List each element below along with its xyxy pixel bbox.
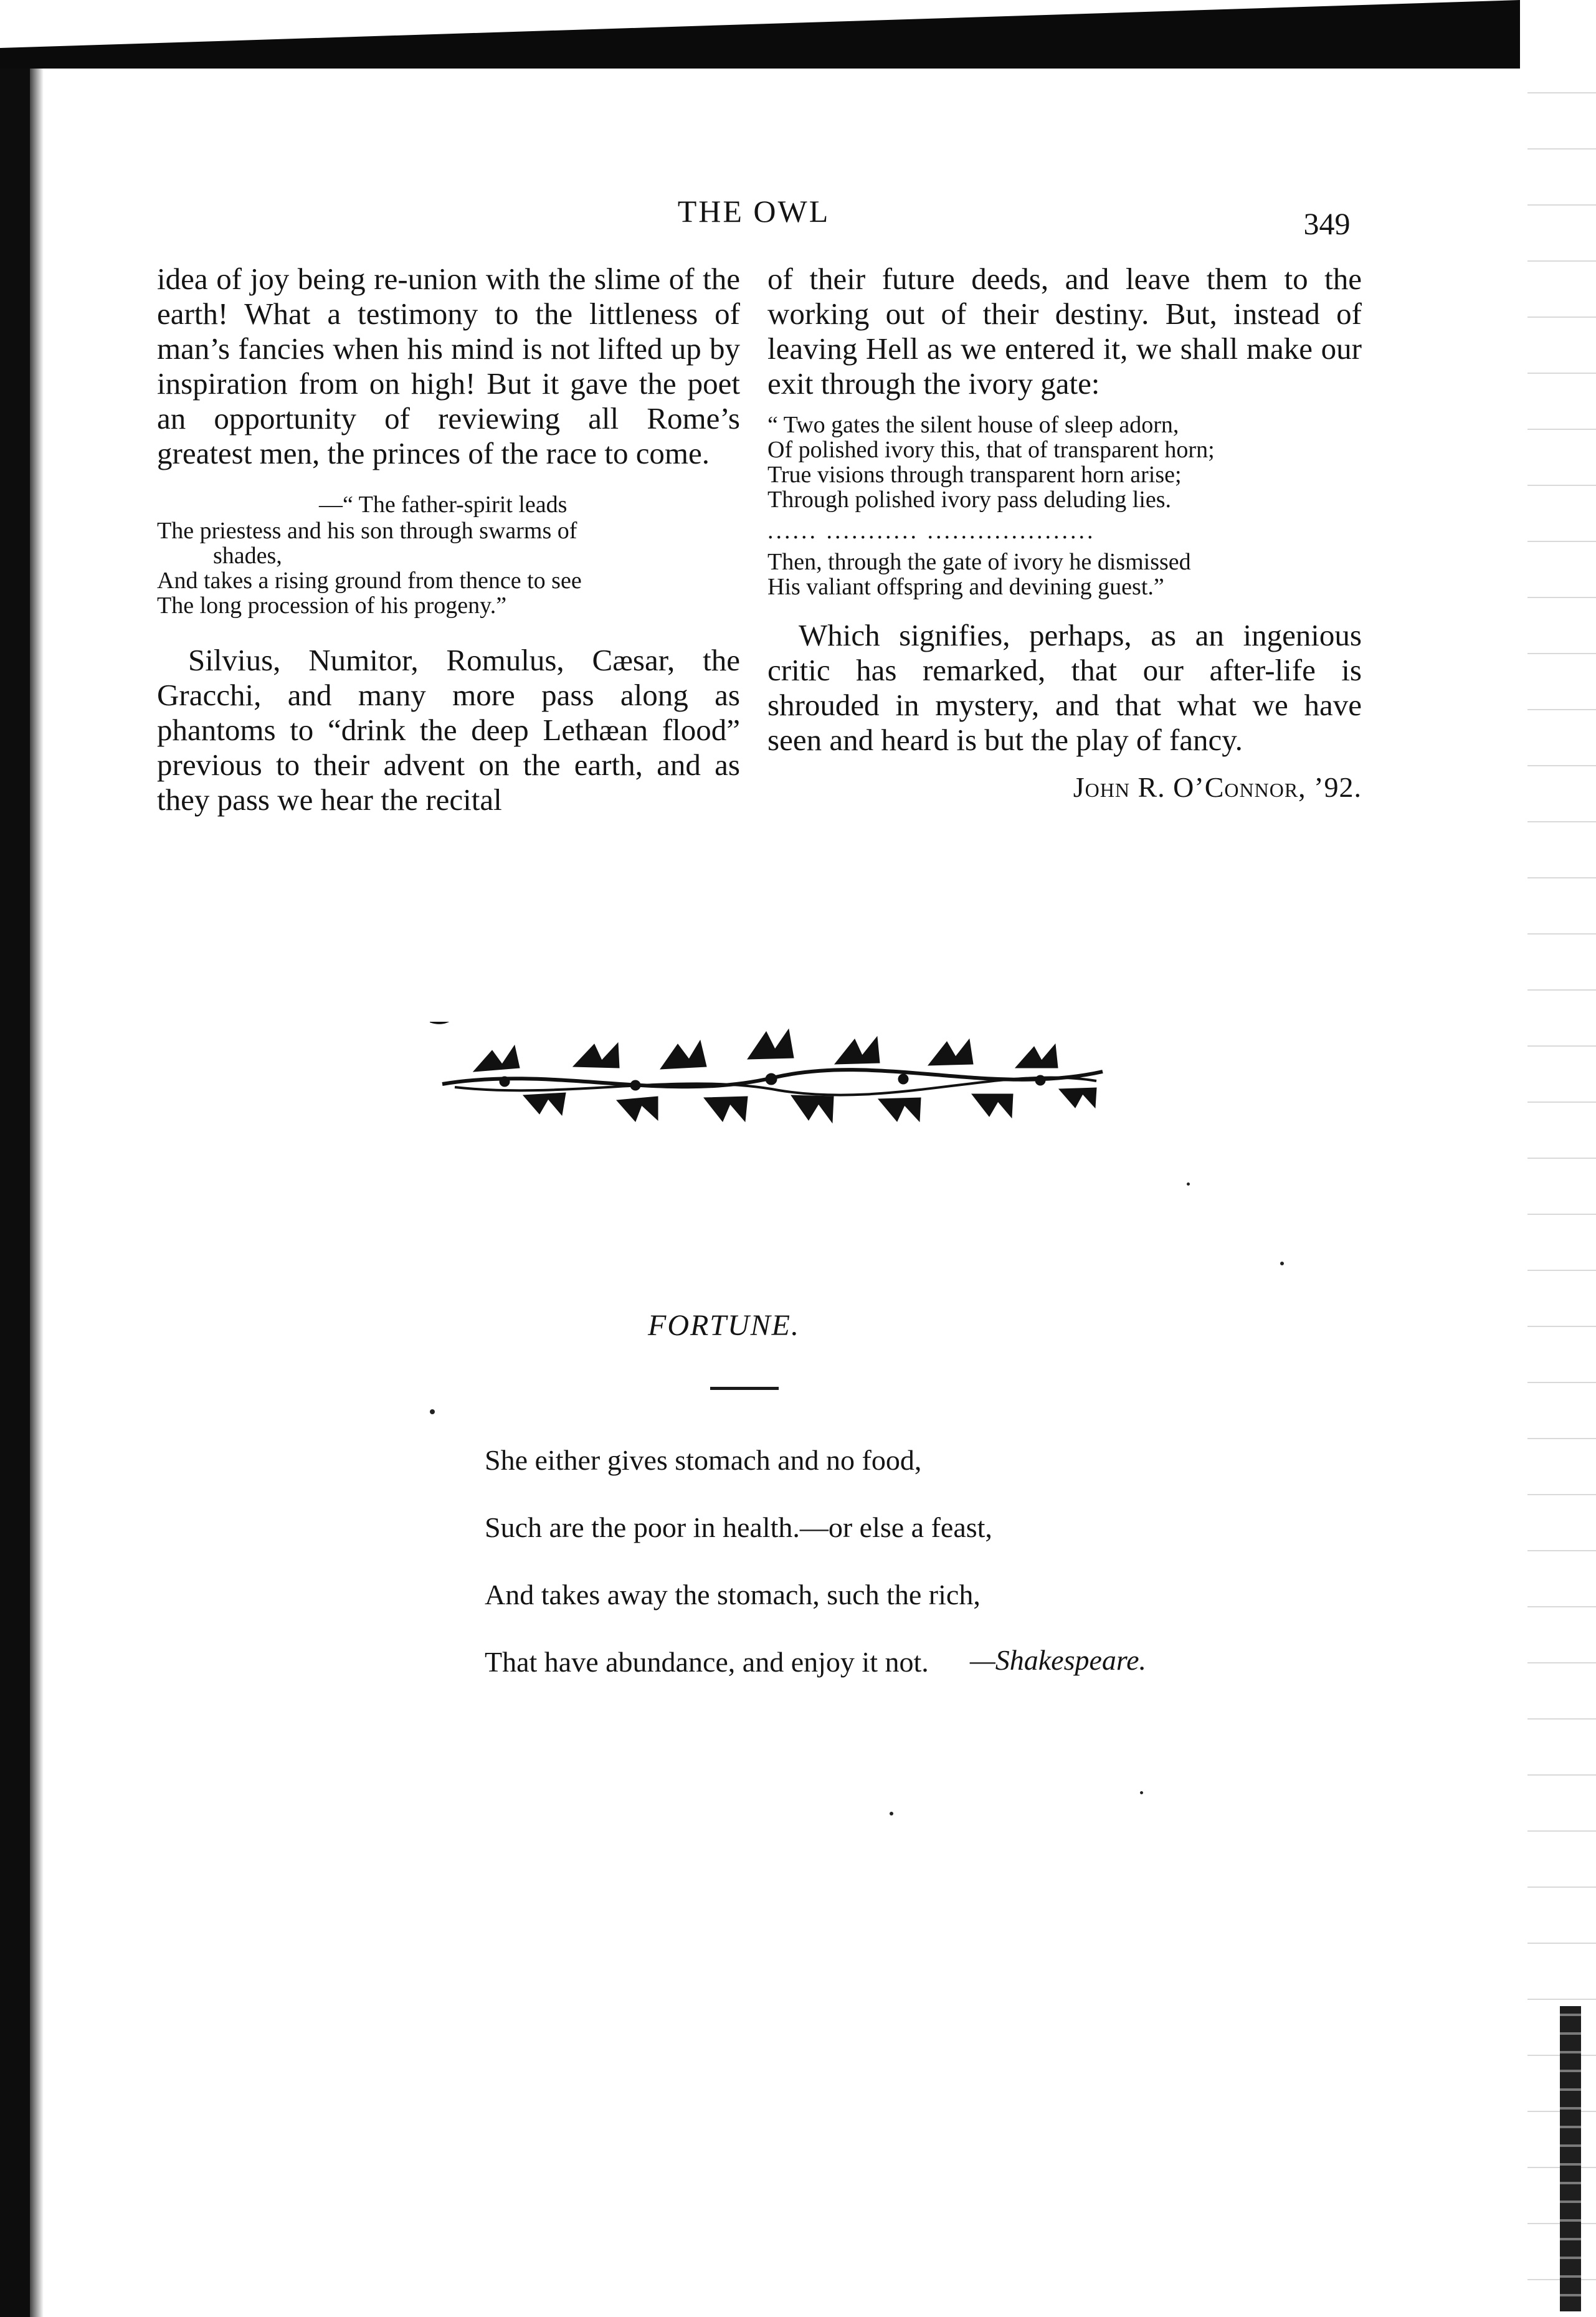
- right-verse-quote: [767, 412, 1362, 599]
- scan-left-shadow: [30, 69, 44, 2317]
- ellipsis-divider: ...... ........... ....................: [767, 518, 1096, 543]
- verse-line: The long procession of his progeny.”: [157, 592, 507, 619]
- verse-line: shades,: [213, 543, 282, 569]
- left-verse-quote: [157, 492, 740, 618]
- poem-line: She either gives stomach and no food,: [485, 1444, 922, 1476]
- running-header: THE OWL: [677, 194, 830, 229]
- verse-line: Then, through the gate of ivory he dismissed: [767, 549, 1191, 575]
- left-column: [157, 262, 740, 817]
- scan-top-edge: [0, 0, 1520, 69]
- verse-line: “ Two gates the silent house of sleep adorn,: [767, 412, 1179, 438]
- verse-line: And takes a rising ground from thence to see: [157, 568, 582, 594]
- right-paragraph-1: of their future deeds, and leave them to the working out of their destiny. But, instead of leaving Hell as we entered it, we shall make our exit through the ivory gate:: [767, 262, 1362, 401]
- verse-lead-line: —“ The father-spirit leads: [319, 492, 568, 518]
- poem-title: FORTUNE.: [648, 1309, 800, 1342]
- poem-line: Such are the poor in health.—or else a feast,: [485, 1511, 992, 1543]
- title-rule: [710, 1387, 779, 1390]
- right-paragraph-2: Which signifies, perhaps, as an ingenious critic has remarked, that our after-life is shrouded in mystery, and that what we have seen and heard is but the play of fancy.: [767, 618, 1362, 757]
- scan-right-binding: [1560, 2006, 1581, 2311]
- verse-line: His valiant offspring and devining guest.”: [767, 574, 1164, 600]
- left-paragraph-1: idea of joy being re-union with the slime of the earth! What a testimony to the littleness of man’s fancies when his mind is not lifted up by inspiration from on high! But it gave the poet an opportunity of reviewing all Rome’s greatest men, the princes of the race to come.: [157, 262, 740, 470]
- ink-speck: [890, 1812, 893, 1815]
- poem-line: And takes away the stomach, such the rich,: [485, 1579, 981, 1610]
- page-number: 349: [1303, 206, 1351, 241]
- author-signature: John R. O’Connor, ’92.: [1073, 771, 1362, 803]
- ink-speck: [430, 1409, 435, 1414]
- poem-attribution: —Shakespeare.: [969, 1644, 1146, 1676]
- poem-line: That have abundance, and enjoy it not.: [485, 1646, 929, 1678]
- scan-left-edge: [0, 69, 30, 2317]
- left-paragraph-2: Silvius, Numitor, Romulus, Cæsar, the Gracchi, and many more pass along as phantoms to “drink the deep Lethæan flood” previous to their advent on the earth, and as they pass we hear the recital: [157, 643, 740, 817]
- verse-line: The priestess and his son through swarms of: [157, 518, 577, 544]
- ink-speck: [1140, 1791, 1143, 1794]
- scan-right-gutter: [1527, 69, 1596, 2317]
- verse-line: Through polished ivory pass deluding lies.: [767, 487, 1172, 513]
- oak-leaf-garland-icon: [430, 1022, 1115, 1134]
- verse-line: Of polished ivory this, that of transparent horn;: [767, 437, 1215, 463]
- ink-speck: [1187, 1182, 1190, 1186]
- ink-speck: [1280, 1262, 1284, 1265]
- right-column: [767, 262, 1362, 806]
- verse-line: True visions through transparent horn arise;: [767, 462, 1182, 488]
